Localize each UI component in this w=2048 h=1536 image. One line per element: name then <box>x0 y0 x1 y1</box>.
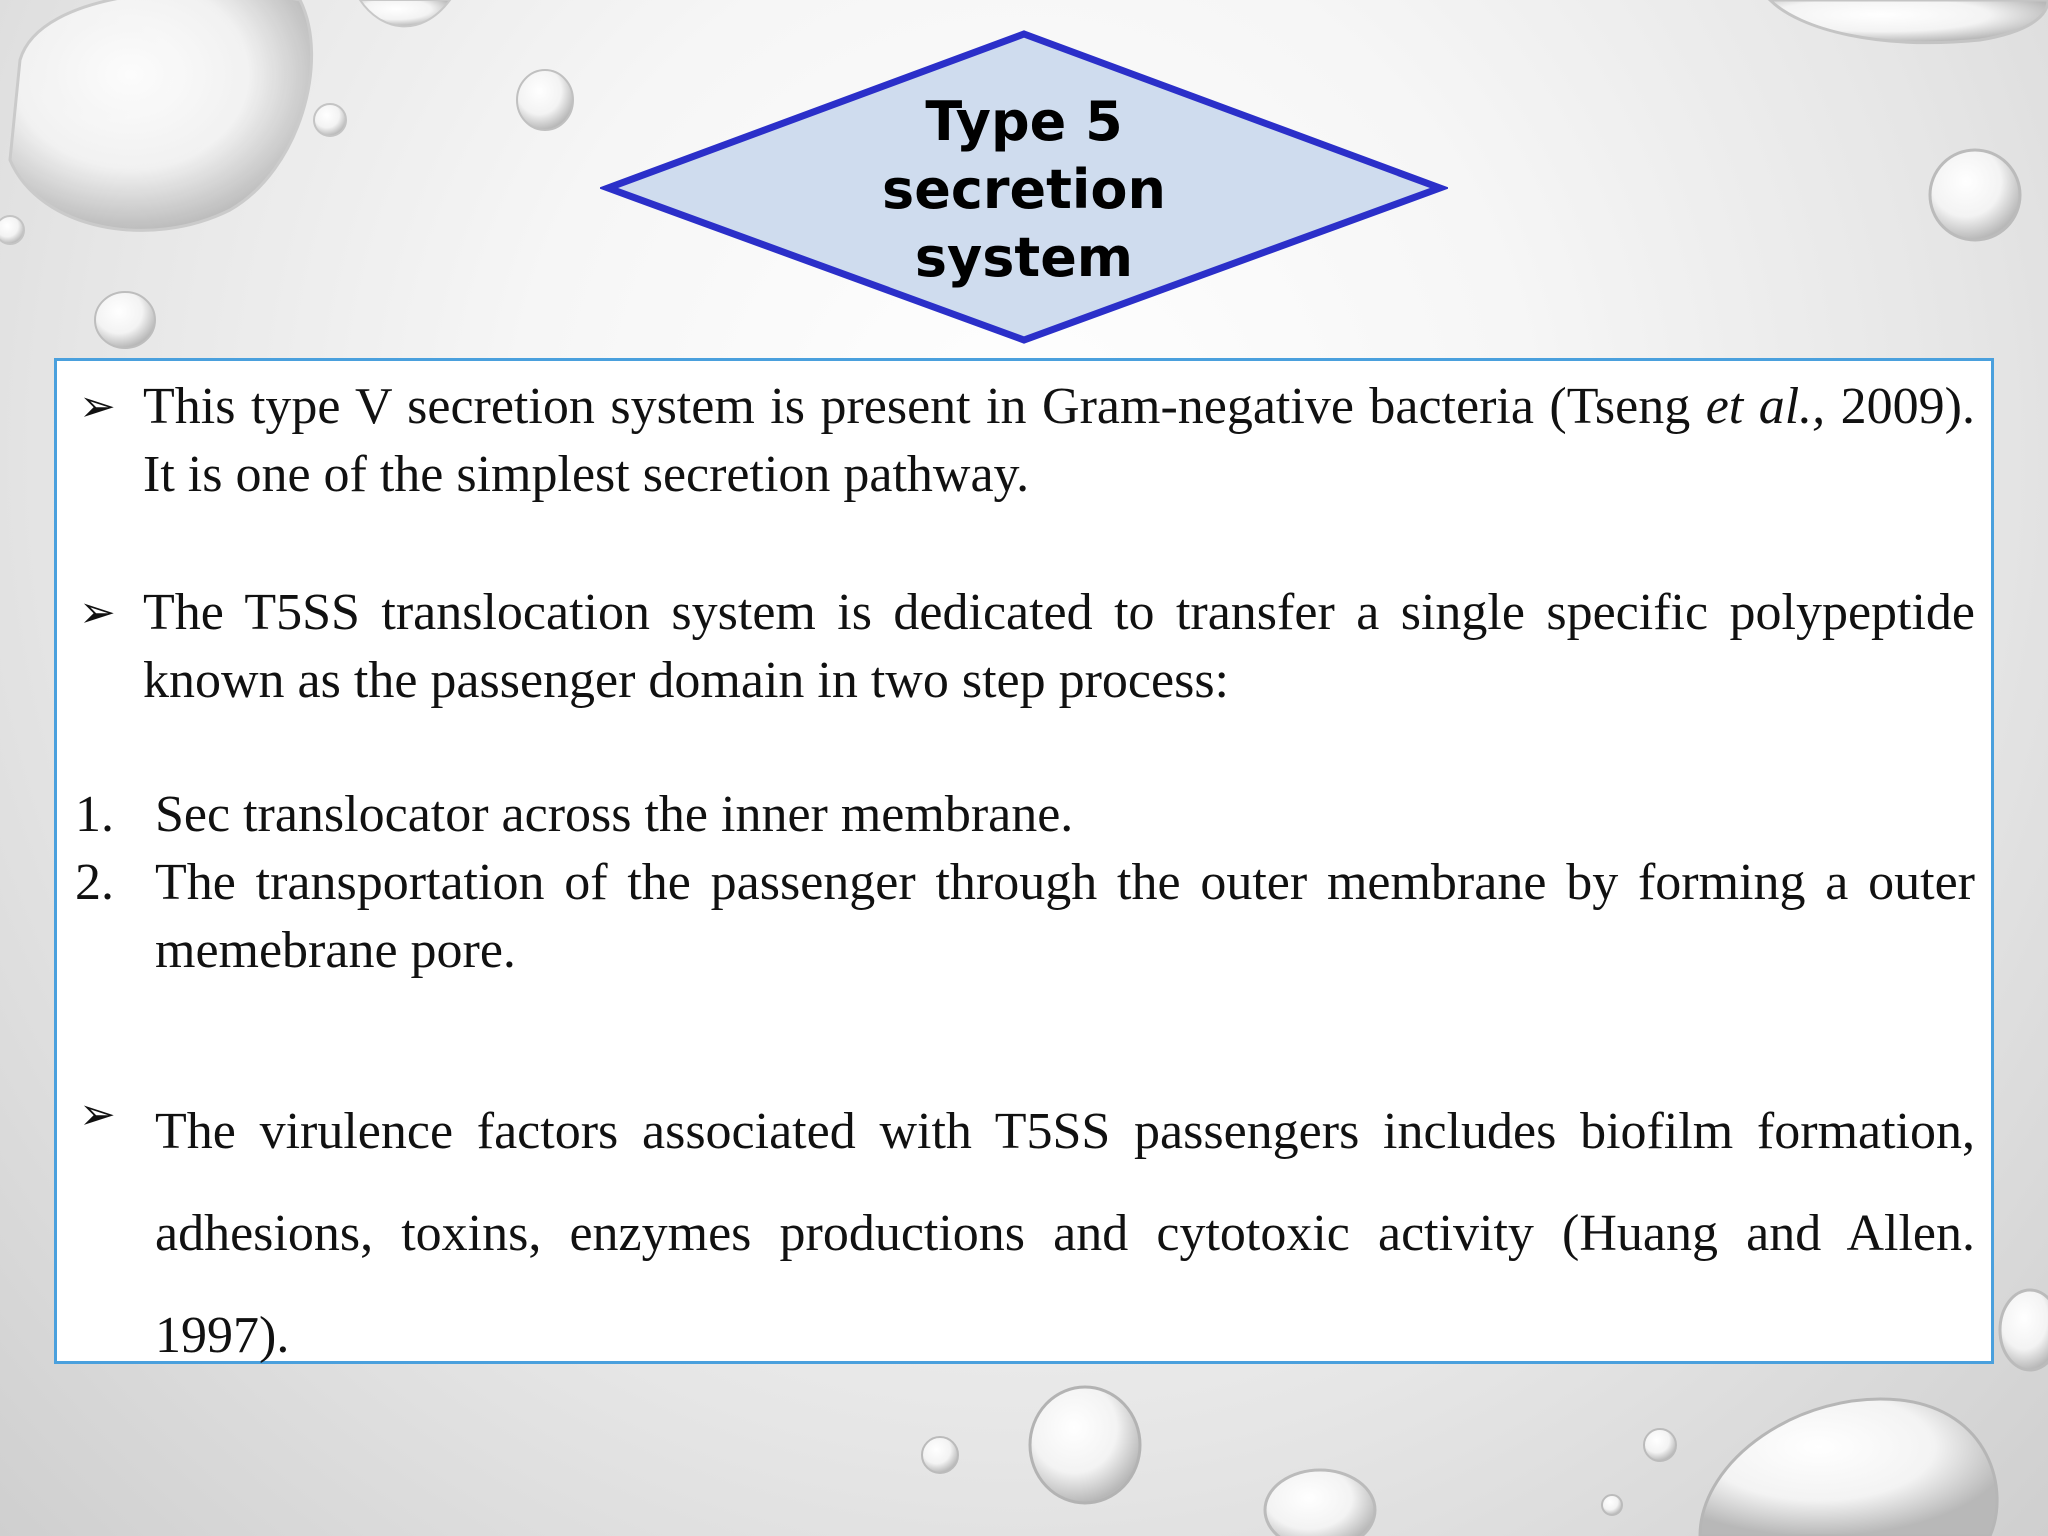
step-2-number: 2. <box>75 854 114 911</box>
bullet-arrow-icon: ➢ <box>79 1090 116 1139</box>
title-line-1: Type 5 <box>925 90 1123 153</box>
bullet-1-italic: et al., <box>1705 378 1826 435</box>
slide-title <box>822 88 1226 292</box>
bullet-1-text <box>143 373 1975 509</box>
title-line-2: secretion <box>882 158 1166 221</box>
title-line-3: system <box>914 226 1134 289</box>
content-box <box>54 358 1994 1364</box>
step-1-number: 1. <box>75 786 114 843</box>
step-2-text: The transportation of the passenger through the outer membrane by forming a outer memebrane pore. <box>155 854 1975 979</box>
bullet-1-text-start: This type V secretion system is present in Gram-negative bacteria (Tseng <box>143 378 1706 435</box>
step-1-text: Sec translocator across the inner membrane. <box>155 786 1074 843</box>
bullet-arrow-icon: ➢ <box>79 382 116 431</box>
bullet-2-text: The T5SS translocation system is dedicated to transfer a single specific polypeptide known as the passenger domain in two step process: <box>143 584 1975 709</box>
bullet-1-text-end: 2009). It is one of the simplest secretion pathway. <box>143 378 1976 503</box>
bullet-arrow-icon: ➢ <box>79 588 116 637</box>
bullet-3-text: The virulence factors associated with T5SS passengers includes biofilm formation, adhesions, toxins, enzymes productions and cytotoxic activity (Huang and Allen. 1997). <box>155 1103 1975 1364</box>
